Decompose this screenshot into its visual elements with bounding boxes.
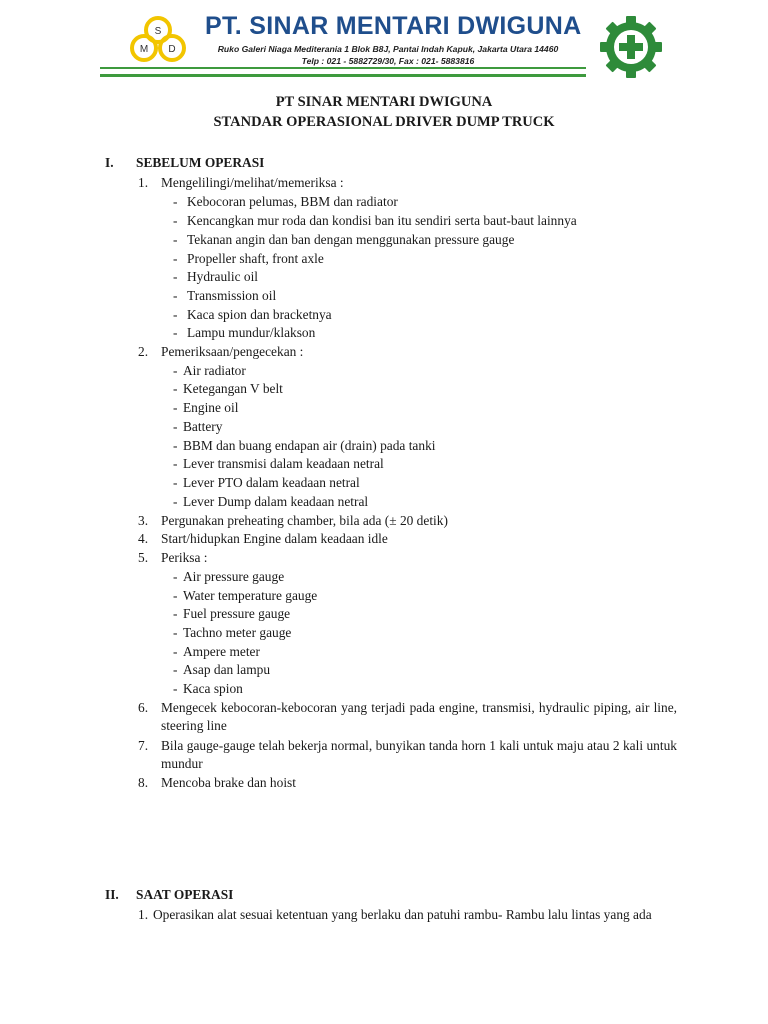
sub-list-item: Battery (183, 419, 223, 434)
item-number: 8. (138, 775, 149, 790)
sub-list-item: Kebocoran pelumas, BBM dan radiator (187, 194, 398, 209)
bullet-dash: - (173, 325, 178, 340)
sub-list-item: Propeller shaft, front axle (187, 251, 324, 266)
bullet-dash: - (173, 363, 178, 378)
sub-list-item: Ampere meter (183, 644, 260, 659)
company-name: PT. SINAR MENTARI DWIGUNA (205, 12, 582, 40)
bullet-dash: - (173, 232, 178, 247)
section-2-number: II. (105, 887, 119, 902)
list-item: Bila gauge-gauge telah bekerja normal, bunyikan tanda horn 1 kali untuk maju atau 2 kali untuk mundur (161, 738, 677, 771)
document-title-company: PT SINAR MENTARI DWIGUNA (275, 94, 493, 110)
k3-safety-gear-icon (598, 14, 664, 80)
bullet-dash: - (173, 213, 178, 228)
section-1-title: SEBELUM OPERASI (136, 155, 265, 170)
sub-list-item: Air radiator (183, 363, 246, 378)
list-item: Periksa : (161, 550, 208, 565)
item-number: 3. (138, 513, 149, 528)
item-number: 7. (138, 738, 149, 753)
bullet-dash: - (173, 494, 178, 509)
bullet-dash: - (173, 475, 178, 490)
bullet-dash: - (173, 625, 178, 640)
sub-list-item: Kaca spion dan bracketnya (187, 307, 332, 322)
bullet-dash: - (173, 288, 178, 303)
item-number: 1. (138, 907, 149, 922)
bullet-dash: - (173, 644, 178, 659)
bullet-dash: - (173, 588, 178, 603)
section-1-number: I. (105, 155, 114, 170)
logo-letter-m: M (139, 44, 149, 55)
bullet-dash: - (173, 419, 178, 434)
bullet-dash: - (173, 381, 178, 396)
bullet-dash: - (173, 569, 178, 584)
bullet-dash: - (173, 400, 178, 415)
sub-list-item: Transmission oil (187, 288, 277, 303)
logo-letter-s: S (154, 26, 162, 37)
bullet-dash: - (173, 681, 178, 696)
list-item: Mengelilingi/melihat/memeriksa : (161, 175, 344, 190)
sub-list-item: BBM dan buang endapan air (drain) pada tanki (183, 438, 436, 453)
item-number: 4. (138, 531, 149, 546)
list-item: Pergunakan preheating chamber, bila ada (± 20 detik) (161, 513, 448, 528)
item-number: 5. (138, 550, 149, 565)
list-item: Mengecek kebocoran-kebocoran yang terjadi pada engine, transmisi, hydraulic piping, air line, steering line (161, 700, 677, 733)
sub-list-item: Fuel pressure gauge (183, 606, 291, 621)
sub-list-item: Engine oil (183, 400, 239, 415)
sub-list-item: Lever PTO dalam keadaan netral (183, 475, 360, 490)
sub-list-item: Kencangkan mur roda dan kondisi ban itu sendiri serta baut-baut lainnya (187, 213, 577, 228)
document-title-sop: STANDAR OPERASIONAL DRIVER DUMP TRUCK (213, 114, 555, 130)
item-number: 2. (138, 344, 149, 359)
list-item: Mencoba brake dan hoist (161, 775, 296, 790)
sub-list-item: Lampu mundur/klakson (187, 325, 316, 340)
bullet-dash: - (173, 662, 178, 677)
bullet-dash: - (173, 456, 178, 471)
bullet-dash: - (173, 269, 178, 284)
sub-list-item: Lever transmisi dalam keadaan netral (183, 456, 384, 471)
letterhead (100, 10, 586, 77)
list-item: Operasikan alat sesuai ketentuan yang berlaku dan patuhi rambu- Rambu lalu lintas yang ada (153, 907, 652, 922)
sub-list-item: Kaca spion (183, 681, 243, 696)
sub-list-item: Tachno meter gauge (183, 625, 292, 640)
msd-logo (120, 14, 196, 66)
logo-letter-d: D (168, 44, 176, 55)
bullet-dash: - (173, 606, 178, 621)
bullet-dash: - (173, 194, 178, 209)
sub-list-item: Water temperature gauge (183, 588, 318, 603)
company-contact: Telp : 021 - 5882729/30, Fax : 021- 5883816 (301, 56, 475, 66)
bullet-dash: - (173, 307, 178, 322)
sub-list-item: Tekanan angin dan ban dengan menggunakan pressure gauge (187, 232, 515, 247)
sub-list-item: Ketegangan V belt (183, 381, 283, 396)
letterhead-divider (100, 67, 586, 69)
sub-list-item: Air pressure gauge (183, 569, 285, 584)
sub-list-item: Lever Dump dalam keadaan netral (183, 494, 369, 509)
sub-list-item: Asap dan lampu (183, 662, 271, 677)
company-address: Ruko Galeri Niaga Mediterania 1 Blok B8J, Pantai Indah Kapuk, Jakarta Utara 14460 (217, 44, 559, 54)
item-number: 1. (138, 175, 149, 190)
bullet-dash: - (173, 251, 178, 266)
sub-list-item: Hydraulic oil (187, 269, 259, 284)
list-item: Start/hidupkan Engine dalam keadaan idle (161, 531, 388, 546)
section-2-title: SAAT OPERASI (136, 887, 234, 902)
list-item: Pemeriksaan/pengecekan : (161, 344, 304, 359)
item-number: 6. (138, 700, 149, 715)
bullet-dash: - (173, 438, 178, 453)
